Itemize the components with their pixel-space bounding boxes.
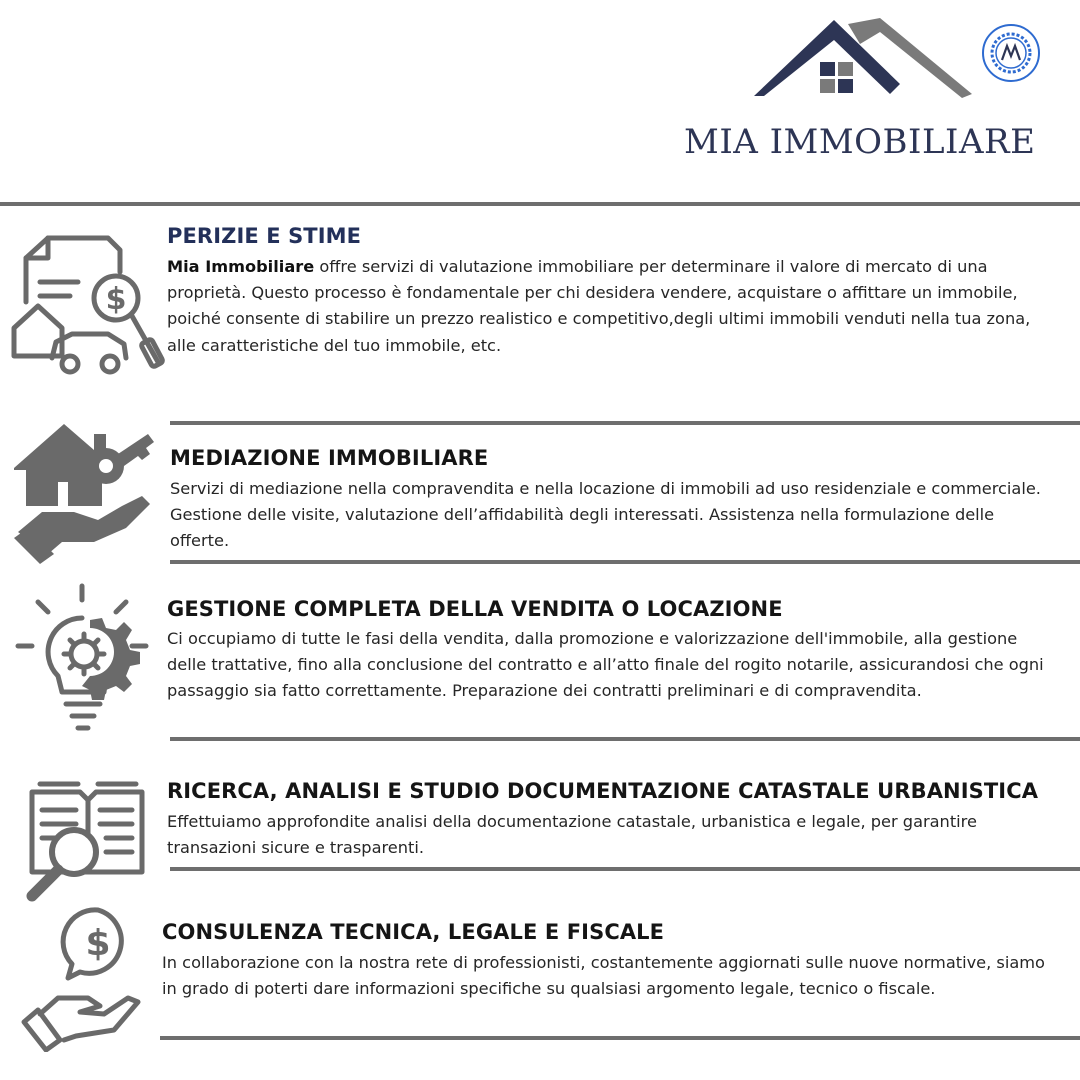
section-text: In collaborazione con la nostra rete di professionisti, costantemente aggiornati sulle nuove normative, siamo in grado di poterti dare informazioni specifiche su qualsiasi argomento legale, tecnico o fiscale. — [162, 953, 1045, 999]
section-text: Servizi di mediazione nella compravendita e nella locazione di immobili ad uso residenziale e commerciale. Gestione delle visite, valutazione dell’affidabilità degli interessati. Assistenza nella formulazione delle offerte. — [170, 479, 1041, 551]
section-lead: Mia Immobiliare — [167, 257, 315, 276]
section-text: Ci occupiamo di tutte le fasi della vendita, dalla promozione e valorizzazione dell'immobile, alla gestione delle trattative, fino alla conclusione del contratto e all’atto finale del rogito notarile, assicurandosi che ogni passaggio sia fatto correttamente. Preparazione dei contratti preliminari e di compravendita. — [167, 629, 1044, 701]
brand-name: MIA IMMOBILIARE — [684, 122, 1036, 162]
seal-logo — [980, 22, 1042, 84]
divider — [170, 560, 1080, 564]
divider — [170, 737, 1080, 741]
document-dollar-house-car-icon — [8, 230, 168, 384]
section-title: PERIZIE E STIME — [167, 224, 362, 248]
section-title: CONSULENZA TECNICA, LEGALE E FISCALE — [162, 920, 665, 944]
lightbulb-gear-icon — [12, 580, 162, 744]
section-title: GESTIONE COMPLETA DELLA VENDITA O LOCAZIONE — [167, 597, 783, 621]
section-title: MEDIAZIONE IMMOBILIARE — [170, 446, 489, 470]
section-title: RICERCA, ANALISI E STUDIO DOCUMENTAZIONE CATASTALE URBANISTICA — [167, 779, 1039, 803]
book-magnifier-icon — [22, 780, 152, 909]
svg-text:$: $ — [85, 923, 111, 964]
hand-house-key-icon — [10, 420, 160, 574]
hand-dollar-bubble-icon — [18, 902, 148, 1056]
section-text-body: offre servizi di valutazione immobiliare per determinare il valore di mercato di una proprietà. Questo processo è fondamentale per chi desidera vendere, acquistare o affittare un immobile, poiché consente di stabilire un prezzo realistico e competitivo,degli ultimi immobili venduti nella tua zona, alle caratteristiche del tuo immobile, etc. — [167, 257, 1031, 355]
logo-roof-icon — [750, 14, 980, 104]
divider — [160, 1036, 1080, 1040]
divider — [170, 867, 1080, 871]
section-text — [167, 254, 1052, 359]
divider — [0, 202, 1080, 206]
svg-text:$: $ — [105, 282, 127, 317]
divider — [170, 421, 1080, 425]
section-text: Effettuiamo approfondite analisi della documentazione catastale, urbanistica e legale, per garantire transazioni sicure e trasparenti. — [167, 812, 977, 858]
